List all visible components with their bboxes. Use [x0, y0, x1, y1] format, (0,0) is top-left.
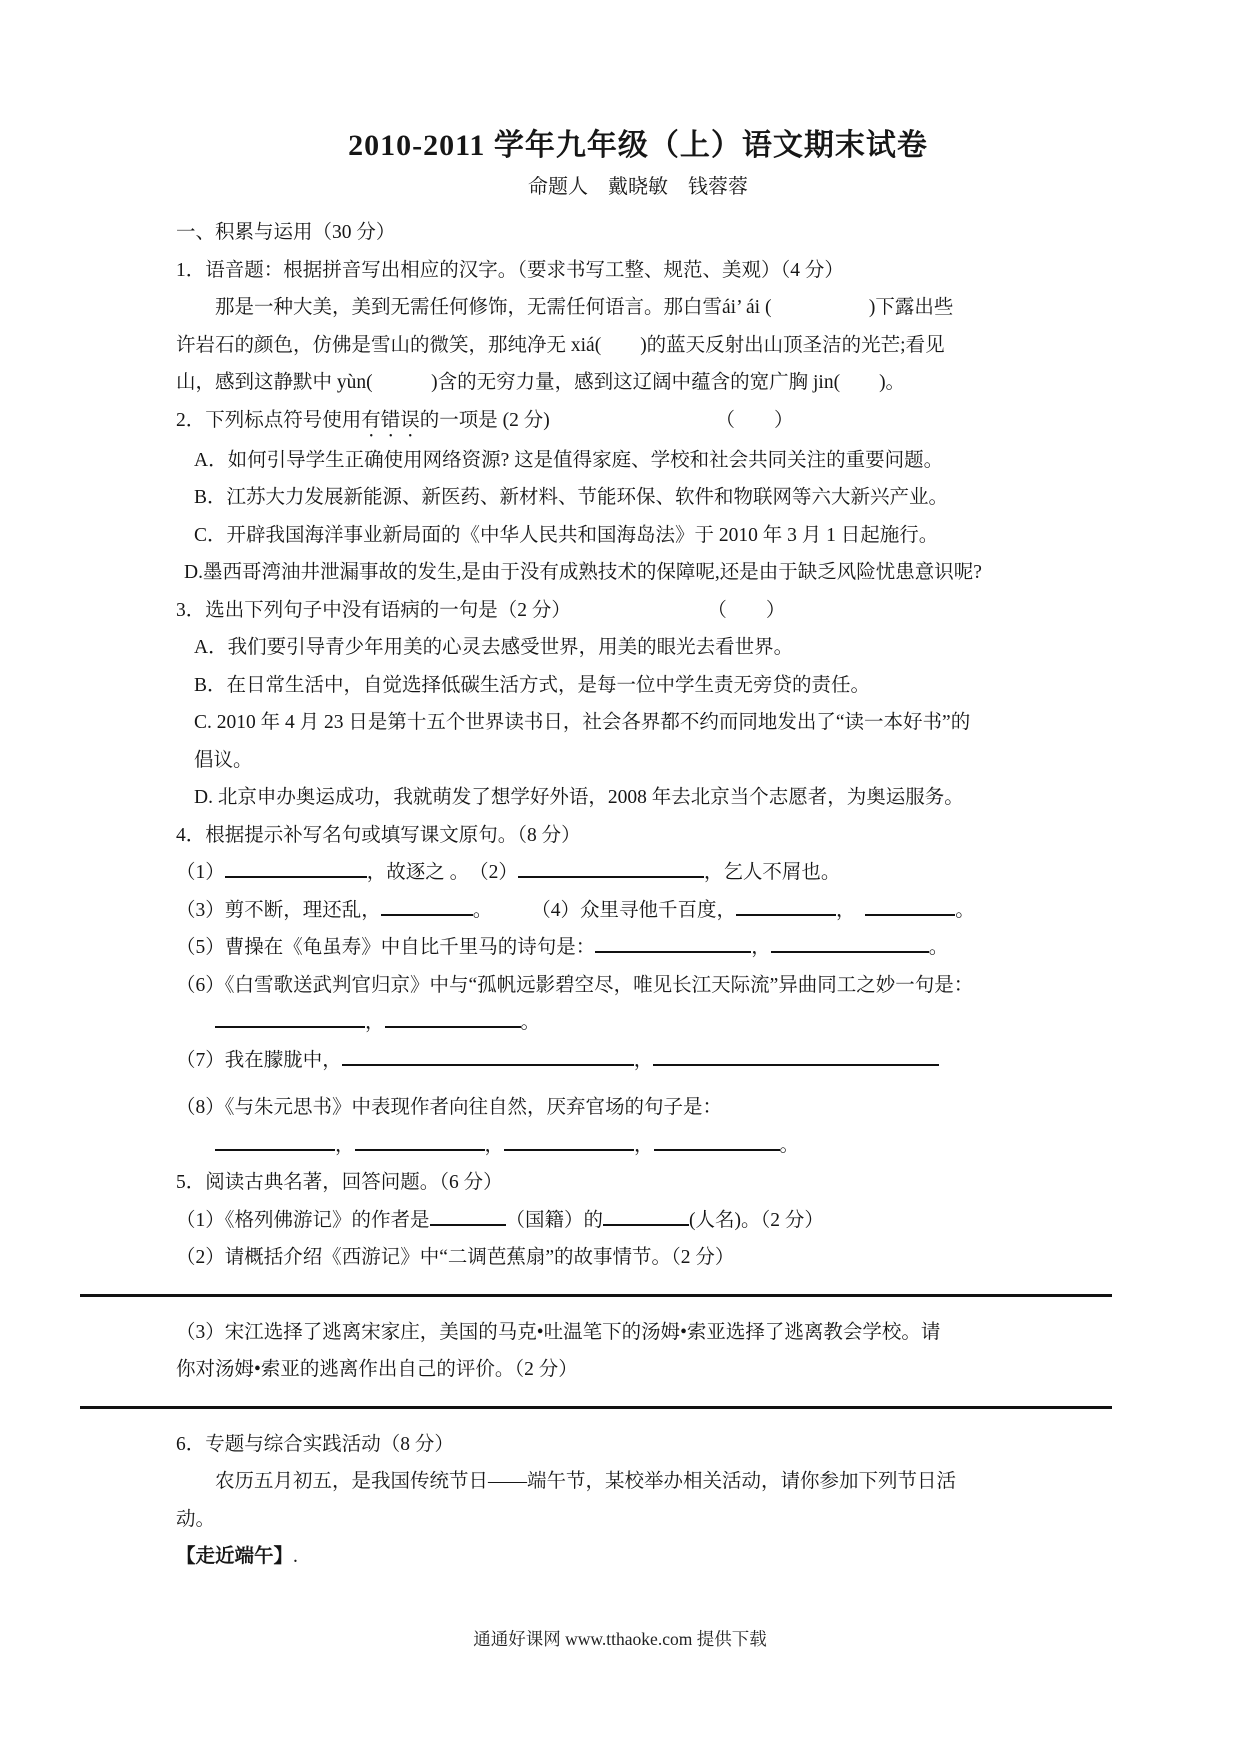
text-run: ，	[751, 937, 771, 958]
text-run: （2）请概括介绍《西游记》中“二调芭蕉扇”的故事情节。（2 分）	[176, 1247, 735, 1268]
answer-blank	[736, 894, 836, 916]
answer-blank	[654, 1129, 780, 1151]
text-run: ，	[484, 1134, 505, 1156]
answer-blank	[603, 1204, 689, 1226]
text-run: 农历五月初五，是我国传统节日——端午节，某校举办相关活动，请你参加下列节日活	[215, 1471, 957, 1492]
text-line	[194, 667, 1100, 705]
text-run: A．如何引导学生正确使用网络资源? 这是值得家庭、学校和社会共同关注的重要问题。	[194, 449, 944, 471]
text-run: ，	[335, 1134, 355, 1156]
text-run: （1）	[176, 862, 225, 883]
text-line	[176, 1351, 1100, 1389]
answer-blank	[653, 1044, 939, 1066]
answer-blank	[342, 1044, 634, 1066]
text-line	[176, 592, 1100, 630]
text-line	[176, 854, 1100, 892]
text-run: 3．选出下列句子中没有语病的一句是（2 分） （ ）	[176, 599, 786, 621]
text-line	[215, 1004, 1100, 1042]
text-line	[176, 929, 1100, 967]
answer-blank	[518, 857, 704, 879]
answer-blank	[595, 932, 751, 954]
text-line	[194, 704, 1100, 742]
text-line	[176, 1538, 1100, 1576]
text-line	[176, 1426, 1100, 1464]
text-run: 许岩石的颜色，仿佛是雪山的微笑，那纯净无 xiá( )的蓝天反射出山顶圣洁的光芒;看见	[176, 334, 945, 356]
text-run: （3）剪不断，理还乱，	[176, 899, 381, 921]
text-run: （8）《与朱元思书》中表现作者向往自然，厌弃官场的句子是：	[176, 1097, 723, 1118]
text-line	[176, 892, 1100, 930]
text-line	[176, 402, 1100, 442]
text-line	[194, 742, 1100, 780]
text-run: D. 北京申办奥运成功，我就萌发了想学好外语，2008 年去北京当个志愿者，为奥运服务。	[194, 787, 964, 808]
text-run: 1．语音题：根据拼音写出相应的汉字。（要求书写工整、规范、美观）（4 分）	[176, 259, 844, 281]
text-run: 。	[955, 899, 975, 921]
text-run: ，	[633, 1049, 654, 1071]
section-divider	[80, 1294, 1112, 1297]
answer-blank	[430, 1204, 506, 1226]
text-line	[176, 967, 1100, 1005]
text-run: 6．专题与综合实践活动（8 分）	[176, 1433, 454, 1455]
text-run: 。 （4）众里寻他千百度，	[472, 899, 737, 921]
text-line	[194, 479, 1100, 517]
text-run: （6）《白雪歌送武判官归京》中与“孤帆远影碧空尽，唯见长江天际流”异曲同工之妙一句是：	[176, 974, 974, 996]
footer-credit: 通通好课网 www.tthaoke.com 提供下载	[473, 1629, 767, 1649]
text-line	[194, 629, 1100, 667]
text-line	[215, 1463, 1100, 1501]
text-run: C. 2010 年 4 月 23 日是第十五个世界读书日，社会各界都不约而同地发出了“读一本好书”的	[194, 712, 971, 733]
text-run: 。	[520, 1012, 541, 1033]
text-run: （7）我在朦胧中，	[176, 1049, 342, 1071]
answer-blank	[504, 1129, 634, 1151]
text-run: （国籍）的	[505, 1209, 604, 1231]
text-line	[176, 1042, 1100, 1080]
text-run: B．在日常生活中，自觉选择低碳生活方式，是每一位中学生责无旁贷的责任。	[194, 674, 871, 696]
text-run: A．我们要引导青少年用美的心灵去感受世界，用美的眼光去看世界。	[194, 637, 794, 658]
text-line	[176, 327, 1100, 365]
text-run: B．江苏大力发展新能源、新医药、新材料、节能环保、软件和物联网等六大新兴产业。	[194, 487, 949, 508]
document-body	[176, 214, 1100, 1576]
answer-blank	[355, 1129, 485, 1151]
text-line	[176, 252, 1100, 290]
text-line	[176, 214, 1100, 252]
text-line	[176, 1314, 1100, 1352]
text-line	[215, 289, 1100, 327]
text-run: 5．阅读古典名著，回答问题。（6 分）	[176, 1172, 503, 1193]
text-line	[215, 1127, 1100, 1165]
page-title: 2010-2011 学年九年级（上）语文期末试卷	[348, 129, 928, 162]
text-line	[194, 442, 1100, 480]
text-line	[194, 517, 1100, 555]
text-run: （3）宋江选择了逃离宋家庄，美国的马克•吐温笔下的汤姆•索亚选择了逃离教会学校。请	[176, 1321, 941, 1343]
text-line	[194, 779, 1100, 817]
text-run: ，	[365, 1012, 385, 1033]
text-line	[176, 1239, 1100, 1277]
text-run: 。	[928, 937, 949, 958]
text-line	[176, 364, 1100, 402]
answer-blank	[381, 894, 473, 916]
answer-blank	[385, 1007, 521, 1029]
text-run: ，故逐之 。 （2）	[366, 862, 518, 883]
text-line	[184, 554, 1100, 592]
text-run: ，	[634, 1134, 654, 1156]
text-run: 【走近端午】	[176, 1546, 294, 1567]
text-run: 倡议。	[194, 749, 253, 771]
answer-blank	[215, 1129, 335, 1151]
text-run: (人名)。（2 分）	[689, 1209, 824, 1231]
text-run: （1）《格列佛游记》的作者是	[176, 1209, 430, 1231]
text-run: 。	[779, 1134, 800, 1156]
text-line	[176, 817, 1100, 855]
text-run: 2．下列标点符号使用	[176, 409, 362, 431]
text-line	[176, 1202, 1100, 1240]
text-run: ，	[836, 899, 866, 921]
text-line	[176, 1501, 1100, 1539]
text-run: 你对汤姆•索亚的逃离作出自己的评价。（2 分）	[176, 1359, 578, 1380]
text-run: 一、积累与运用（30 分）	[176, 222, 396, 243]
text-line	[176, 1089, 1100, 1127]
text-run: 山，感到这静默中 yùn( )含的无穷力量，感到这辽阔中蕴含的宽广胸 jin( )。	[176, 372, 906, 393]
text-run: ，乞人不屑也。	[703, 862, 841, 883]
answer-blank	[215, 1007, 365, 1029]
text-run: 那是一种大美，美到无需任何修饰，无需任何语言。那白雪ái’ ái ( )下露出些	[215, 297, 954, 318]
section-divider	[80, 1406, 1112, 1409]
answer-blank	[771, 932, 929, 954]
text-line	[176, 1164, 1100, 1202]
text-run: 的一项是 (2 分) （ ）	[419, 409, 794, 431]
text-run: （5）曹操在《龟虽寿》中自比千里马的诗句是：	[176, 937, 596, 958]
answer-blank	[865, 894, 955, 916]
text-run: D.墨西哥湾油井泄漏事故的发生,是由于没有成熟技术的保障呢,还是由于缺乏风险忧患意识呢?	[184, 562, 982, 583]
text-run: 有错误	[361, 409, 420, 431]
text-run: .	[293, 1546, 298, 1567]
text-run: 动。	[176, 1508, 216, 1530]
text-run: 4．根据提示补写名句或填写课文原句。（8 分）	[176, 824, 581, 846]
answer-blank	[225, 857, 367, 879]
authors-line: 命题人 戴晓敏 钱蓉蓉	[528, 176, 748, 198]
text-run: C．开辟我国海洋事业新局面的《中华人民共和国海岛法》于 2010 年 3 月 1 日起施行。	[194, 524, 939, 546]
